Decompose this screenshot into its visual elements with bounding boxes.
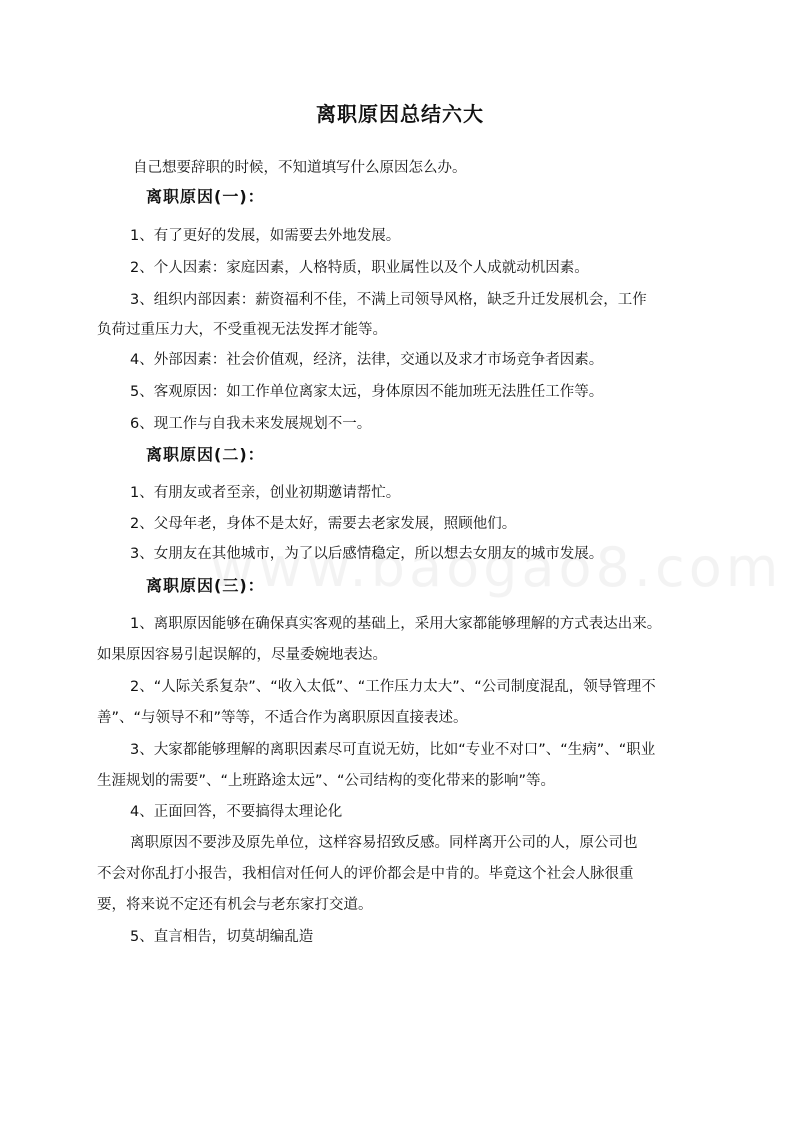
intro-paragraph: 自己想要辞职的时候，不知道填写什么原因怎么办。 xyxy=(133,160,467,176)
section-heading-1: 离职原因(一)： xyxy=(146,187,265,206)
section3-line: 4、正面回答，不要搞得太理论化 xyxy=(130,804,343,820)
section1-line: 4、外部因素：社会价值观，经济，法律，交通以及求才市场竞争者因素。 xyxy=(130,352,604,368)
section1-line: 6、现工作与自我未来发展规划不一。 xyxy=(130,416,372,432)
section3-line: 如果原因容易引起误解的，尽量委婉地表达。 xyxy=(97,647,387,663)
section-heading-2: 离职原因(二)： xyxy=(146,445,265,464)
section1-line: 3、组织内部因素：薪资福利不佳，不满上司领导风格，缺乏升迁发展机会，工作 xyxy=(130,292,647,308)
section3-line: 1、离职原因能够在确保真实客观的基础上，采用大家都能够理解的方式表达出来。 xyxy=(130,616,662,632)
section2-line: 2、父母年老，身体不是太好，需要去老家发展，照顾他们。 xyxy=(130,516,517,532)
section3-line: 5、直言相告，切莫胡编乱造 xyxy=(130,929,314,945)
document-title: 离职原因总结六大 xyxy=(316,102,484,126)
section3-line: 离职原因不要涉及原先单位，这样容易招致反感。同样离开公司的人，原公司也 xyxy=(130,835,638,851)
section1-line: 2、个人因素：家庭因素，人格特质，职业属性以及个人成就动机因素。 xyxy=(130,260,589,276)
section2-line: 3、女朋友在其他城市，为了以后感情稳定，所以想去女朋友的城市发展。 xyxy=(130,546,604,562)
section3-line: 善”、“与领导不和”等等，不适合作为离职原因直接表述。 xyxy=(97,710,468,726)
section3-line: 不会对你乱打小报告，我相信对任何人的评价都会是中肯的。毕竟这个社会人脉很重 xyxy=(97,866,634,882)
section3-line: 要，将来说不定还有机会与老东家打交道。 xyxy=(97,897,373,913)
section1-line: 1、有了更好的发展，如需要去外地发展。 xyxy=(130,228,401,244)
section1-line: 5、客观原因：如工作单位离家太远，身体原因不能加班无法胜任工作等。 xyxy=(130,384,604,400)
section1-line: 负荷过重压力大，不受重视无法发挥才能等。 xyxy=(97,322,387,338)
section3-line: 2、“人际关系复杂”、“收入太低”、“工作压力太大”、“公司制度混乱，领导管理不 xyxy=(130,679,656,695)
section2-line: 1、有朋友或者至亲，创业初期邀请帮忙。 xyxy=(130,485,401,501)
section-heading-3: 离职原因(三)： xyxy=(146,576,265,595)
section3-line: 3、大家都能够理解的离职因素尽可直说无妨，比如“专业不对口”、“生病”、“职业 xyxy=(130,742,656,758)
section3-line: 生涯规划的需要”、“上班路途太远”、“公司结构的变化带来的影响”等。 xyxy=(97,773,556,789)
